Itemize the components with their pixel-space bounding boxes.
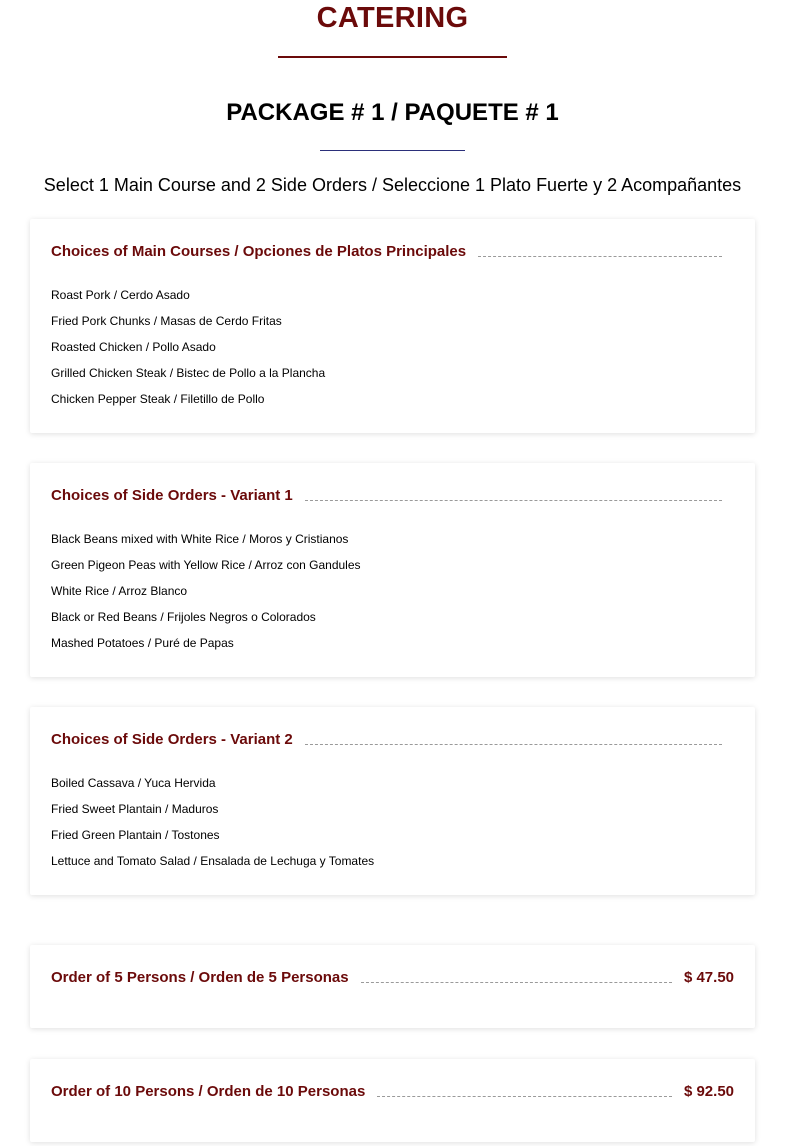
- side-orders-variant-1-list: [51, 526, 734, 656]
- leader-dots: [305, 500, 722, 501]
- list-item: Black Beans mixed with White Rice / Moros y Cristianos: [51, 532, 349, 546]
- order-5-persons-price: $ 47.50: [683, 968, 734, 986]
- order-5-persons-row: [51, 966, 734, 988]
- leader-dots: [305, 744, 722, 745]
- order-5-persons-label: Order of 5 Persons / Orden de 5 Personas: [51, 968, 349, 986]
- leader-dots: [478, 256, 722, 257]
- main-courses-heading: Choices of Main Courses / Opciones de Platos Principales: [51, 242, 467, 260]
- list-item: Green Pigeon Peas with Yellow Rice / Arroz con Gandules: [51, 558, 361, 572]
- side-orders-variant-2-heading: Choices of Side Orders - Variant 2: [51, 730, 293, 748]
- list-item: Grilled Chicken Steak / Bistec de Pollo a la Plancha: [51, 366, 326, 380]
- list-item: Roasted Chicken / Pollo Asado: [51, 340, 216, 354]
- list-item: Boiled Cassava / Yuca Hervida: [51, 776, 216, 790]
- side-orders-variant-2-card: [30, 707, 755, 895]
- side-orders-variant-1-card: [30, 463, 755, 677]
- leader-dots: [377, 1096, 672, 1097]
- list-item: Roast Pork / Cerdo Asado: [51, 288, 190, 302]
- list-item: White Rice / Arroz Blanco: [51, 584, 188, 598]
- main-courses-card: [30, 219, 755, 433]
- list-item: Black or Red Beans / Frijoles Negros o Colorados: [51, 610, 316, 624]
- package-title: PACKAGE # 1 / PAQUETE # 1: [226, 99, 559, 126]
- list-item: Fried Green Plantain / Tostones: [51, 828, 220, 842]
- leader-dots: [361, 982, 672, 983]
- order-5-persons-card: [30, 945, 755, 1028]
- list-item: Fried Pork Chunks / Masas de Cerdo Fritas: [51, 314, 282, 328]
- title-divider: [278, 56, 507, 58]
- package-instructions: Select 1 Main Course and 2 Side Orders / Seleccione 1 Plato Fuerte y 2 Acompañantes: [43, 175, 742, 195]
- list-item: Chicken Pepper Steak / Filetillo de Pollo: [51, 392, 265, 406]
- main-courses-list: [51, 282, 734, 412]
- list-item: Mashed Potatoes / Puré de Papas: [51, 636, 234, 650]
- order-10-persons-row: [51, 1080, 734, 1102]
- main-courses-header: [51, 240, 734, 262]
- order-10-persons-price: $ 92.50: [683, 1082, 734, 1100]
- side-orders-variant-1-header: [51, 484, 734, 506]
- side-orders-variant-2-header: [51, 728, 734, 750]
- page-title: CATERING: [316, 2, 469, 34]
- list-item: Lettuce and Tomato Salad / Ensalada de Lechuga y Tomates: [51, 854, 375, 868]
- list-item: Fried Sweet Plantain / Maduros: [51, 802, 219, 816]
- side-orders-variant-1-heading: Choices of Side Orders - Variant 1: [51, 486, 293, 504]
- order-10-persons-label: Order of 10 Persons / Orden de 10 Personas: [51, 1082, 366, 1100]
- side-orders-variant-2-list: [51, 770, 734, 874]
- package-divider: [320, 150, 465, 151]
- order-10-persons-card: [30, 1059, 755, 1142]
